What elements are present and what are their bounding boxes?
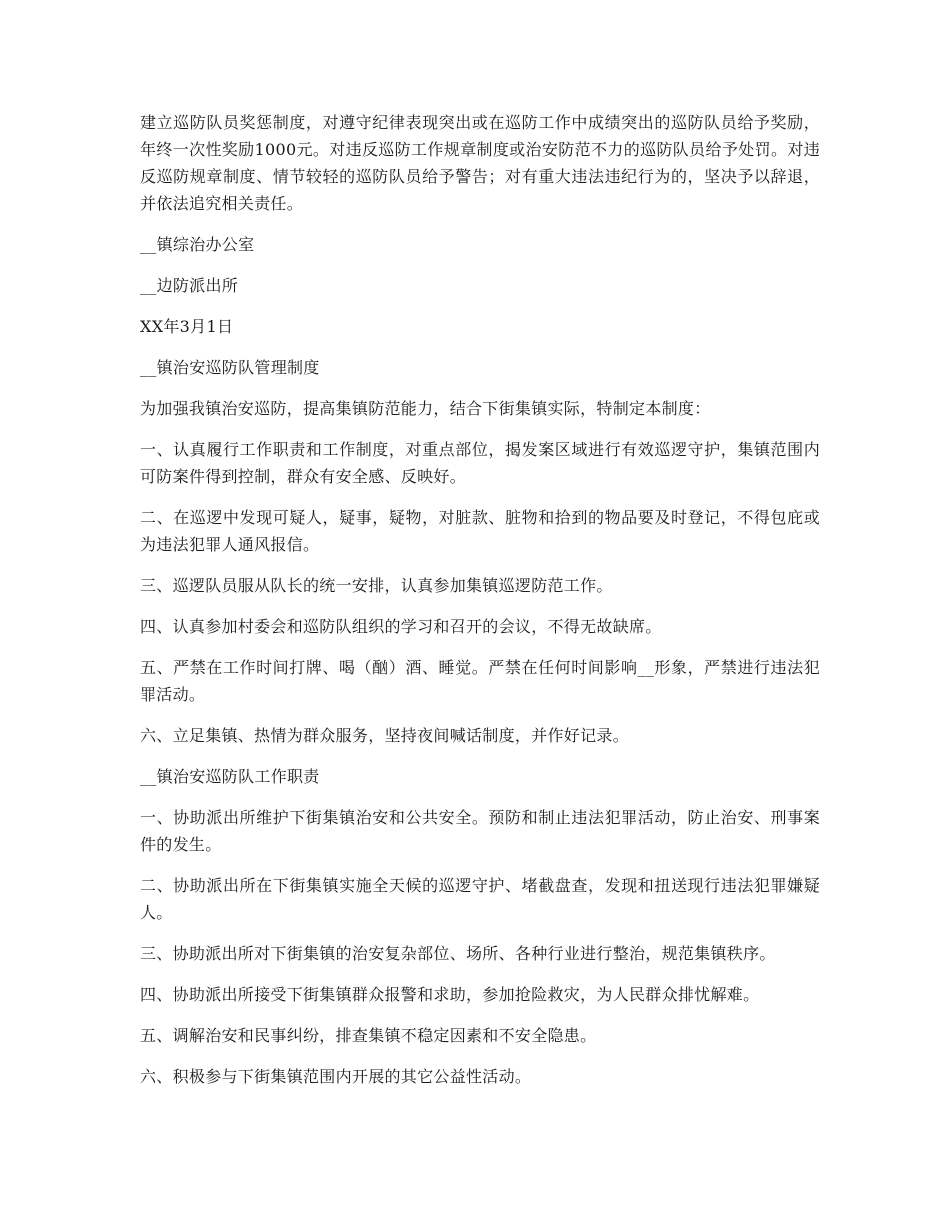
duty-item-3: 三、协助派出所对下街集镇的治安复杂部位、场所、各种行业进行整治，规范集镇秩序。 (140, 944, 776, 963)
signature-police-station: __边防派出所 (140, 276, 239, 295)
paragraph-reward-rules: 建立巡防队员奖惩制度，对遵守纪律表现突出或在巡防工作中成绩突出的巡防队员给予奖励，年终一次性奖励1000元。对违反巡防工作规章制度或治安防范不力的巡防队员给予处罚。对违反巡防规章制度、情节较轻的巡防队员给予警告；对有重大违法违纪行为的，坚决予以辞退，并依法追究相关责任。 (140, 113, 820, 213)
duty-item-4: 四、协助派出所接受下街集镇群众报警和求助，参加抢险救灾，为人民群众排忧解难。 (140, 985, 760, 1004)
paragraph-intro: 为加强我镇治安巡防，提高集镇防范能力，结合下街集镇实际，特制定本制度： (140, 399, 711, 418)
rule-item-4: 四、认真参加村委会和巡防队组织的学习和召开的会议，不得无故缺席。 (140, 617, 662, 636)
signature-office: __镇综治办公室 (140, 235, 255, 254)
signature-date: XX年3月1日 (140, 317, 234, 336)
section-title-management: __镇治安巡防队管理制度 (140, 358, 320, 377)
rule-item-1: 一、认真履行工作职责和工作制度，对重点部位，揭发案区域进行有效巡逻守护，集镇范围内可防案件得到控制，群众有安全感、反映好。 (140, 440, 820, 486)
rule-item-6: 六、立足集镇、热情为群众服务，坚持夜间喊话制度，并作好记录。 (140, 726, 630, 745)
section-title-duties: __镇治安巡防队工作职责 (140, 767, 320, 786)
rule-item-5: 五、严禁在工作时间打牌、喝（酗）酒、睡觉。严禁在任何时间影响__形象，严禁进行违法犯罪活动。 (140, 658, 820, 704)
document-page (140, 109, 820, 1104)
duty-item-1: 一、协助派出所维护下街集镇治安和公共安全。预防和制止违法犯罪活动，防止治安、刑事案件的发生。 (140, 808, 820, 854)
duty-item-6: 六、积极参与下街集镇范围内开展的其它公益性活动。 (140, 1067, 532, 1086)
duty-item-2: 二、协助派出所在下街集镇实施全天候的巡逻守护、堵截盘查，发现和扭送现行违法犯罪嫌疑人。 (140, 876, 820, 922)
duty-item-5: 五、调解治安和民事纠纷，排查集镇不稳定因素和不安全隐患。 (140, 1026, 597, 1045)
rule-item-2: 二、在巡逻中发现可疑人，疑事，疑物，对脏款、脏物和拾到的物品要及时登记，不得包庇或为违法犯罪人通风报信。 (140, 508, 820, 554)
rule-item-3: 三、巡逻队员服从队长的统一安排，认真参加集镇巡逻防范工作。 (140, 576, 613, 595)
